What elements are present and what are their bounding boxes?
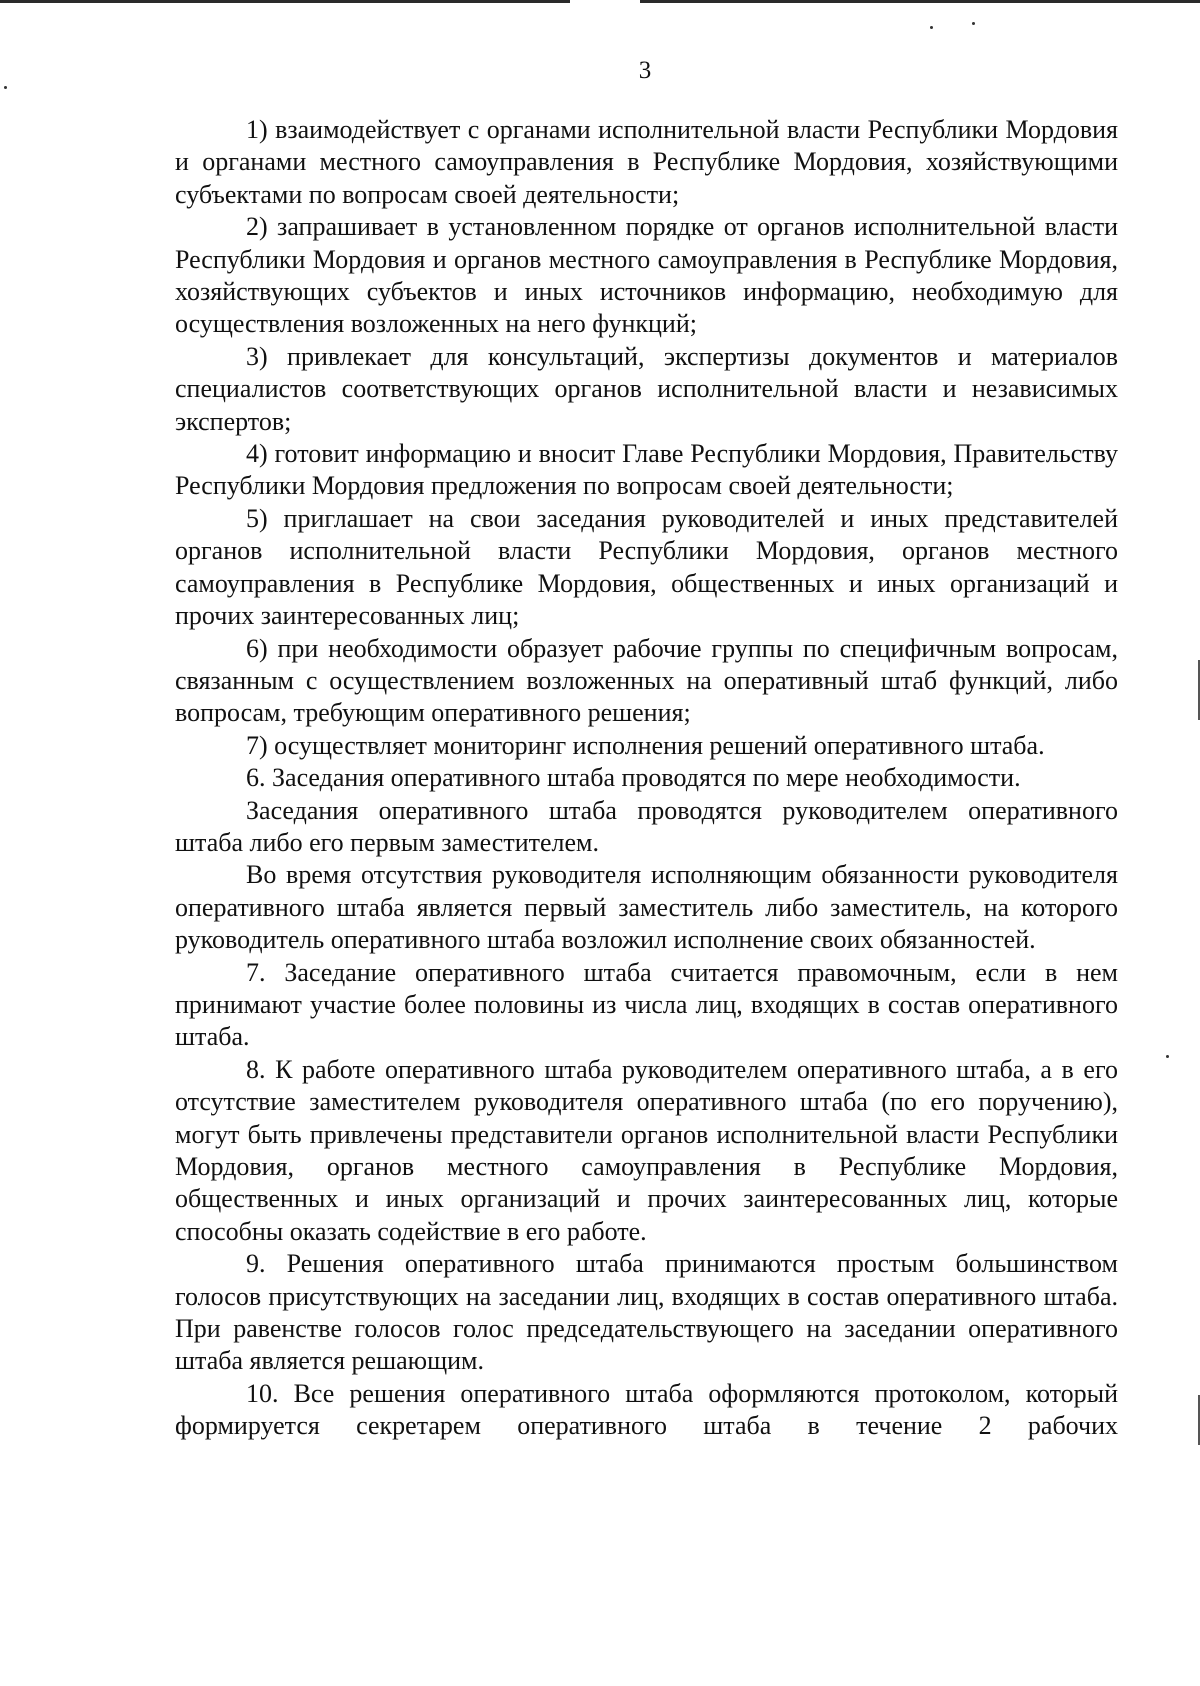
scan-speck (972, 22, 975, 25)
paragraph-10: Во время отсутствия руководителя исполняющим обязанности руководителя оперативного штаба является первый заместитель либо заместитель, на которого руководитель оперативного штаба возложил исполнение своих обязанностей. (175, 860, 1118, 955)
paragraph-14: 10. Все решения оперативного штаба оформляются протоколом, который формируется секретарем оперативного штаба в течение 2 рабочих (175, 1378, 1118, 1441)
paragraph-1: 1) взаимодействует с органами исполнительной власти Республики Мордовия и органами местного самоуправления в Республике Мордовия, хозяйствующими субъектами по вопросам своей деятельности; (175, 115, 1118, 209)
paragraph-13: 9. Решения оперативного штаба принимаются простым большинством голосов присутствующих на заседании лиц, входящих в состав оперативного штаба. При равенстве голосов голос председательствующего на заседании оперативного штаба является решающим. (175, 1249, 1118, 1376)
scan-top-edge-gap (570, 0, 640, 3)
paragraph-5: 5) приглашает на свои заседания руководителей и иных представителей органов исполнительной власти Республики Мордовия, органов местного самоуправления в Республике Мордовия, общественных и иных организаций и прочих заинтересованных лиц; (175, 503, 1118, 631)
paragraph-12: 8. К работе оперативного штаба руководителем оперативного штаба, а в его отсутствие заместителем руководителя оперативного штаба (по его поручению), могут быть привлечены представители органов исполнительной власти Республики Мордовия, органов местного самоуправления в Республике Мордовия, общественных и иных организаций и прочих заинтересованных лиц, которые способны оказать содействие в его работе. (175, 1054, 1118, 1246)
paragraph-8: 6. Заседания оперативного штаба проводятся по мере необходимости. (246, 763, 1021, 793)
paragraph-7: 7) осуществляет мониторинг исполнения решений оперативного штаба. (246, 730, 1045, 760)
scan-speck (930, 26, 933, 29)
paragraph-3: 3) привлекает для консультаций, экспертизы документов и материалов специалистов соответствующих органов исполнительной власти и независимых экспертов; (175, 341, 1118, 436)
scan-speck (1166, 1055, 1169, 1058)
scan-speck (4, 86, 7, 89)
paragraph-6: 6) при необходимости образует рабочие группы по специфичным вопросам, связанным с осуществлением возложенных на оперативный штаб функций, либо вопросам, требующим оперативного решения; (175, 633, 1118, 728)
document-body (175, 114, 1118, 1443)
paragraph-9: Заседания оперативного штаба проводятся руководителем оперативного штаба либо его первым заместителем. (175, 795, 1118, 857)
page-number: 3 (638, 57, 652, 84)
paragraph-4: 4) готовит информацию и вносит Главе Республики Мордовия, Правительству Республики Мордовия предложения по вопросам своей деятельности; (175, 439, 1118, 501)
paragraph-11: 7. Заседание оперативного штаба считается правомочным, если в нем принимают участие более половины из числа лиц, входящих в состав оперативного штаба. (175, 957, 1118, 1052)
paragraph-2: 2) запрашивает в установленном порядке от органов исполнительной власти Республики Мордовия и органов местного самоуправления в Республике Мордовия, хозяйствующих субъектов и иных источников информацию, необходимую для осуществления возложенных на него функций; (175, 212, 1118, 339)
